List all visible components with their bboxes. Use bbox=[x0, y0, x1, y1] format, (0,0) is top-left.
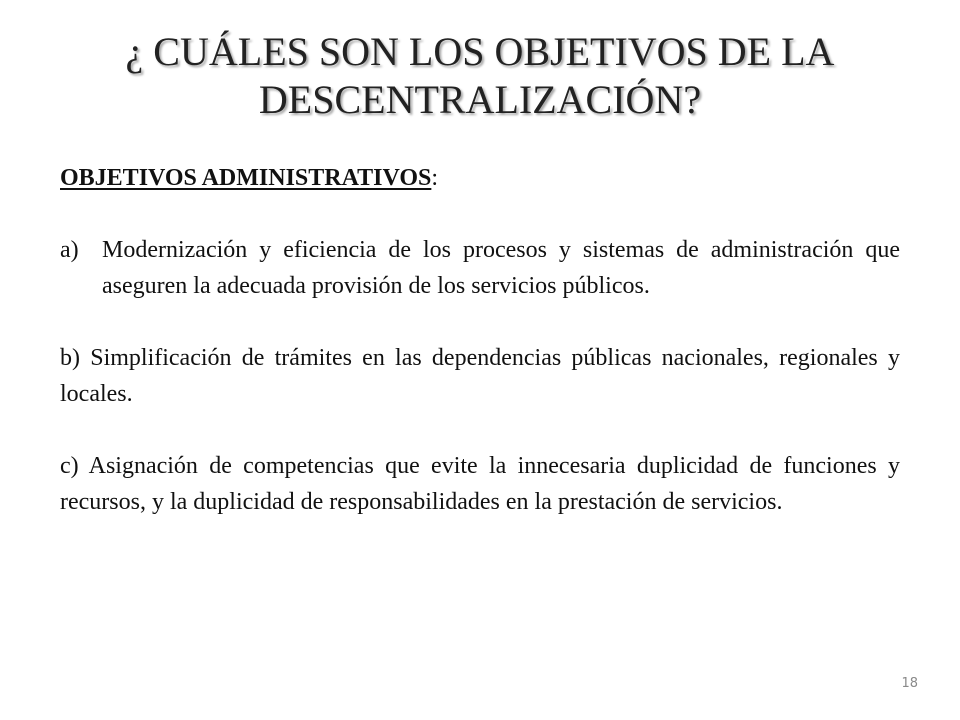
objective-item-b: b) Simplificación de trámites en las dependencias públicas nacionales, regionales y locales. bbox=[60, 345, 900, 407]
objective-item-a bbox=[60, 232, 900, 304]
section-heading-colon: : bbox=[431, 165, 439, 191]
slide-title bbox=[40, 28, 920, 124]
objective-item-a-marker: a) bbox=[60, 237, 79, 263]
objective-item-c: c) Asignación de competencias que evite la innecesaria duplicidad de funciones y recursos, y la duplicidad de responsabilidades en la prestación de servicios. bbox=[60, 453, 900, 515]
page-number: 18 bbox=[901, 676, 918, 691]
slide-title-line-2: DESCENTRALIZACIÓN? bbox=[258, 77, 702, 122]
slide-title-line-1: ¿ CUÁLES SON LOS OBJETIVOS DE LA bbox=[125, 29, 835, 74]
section-heading bbox=[60, 160, 900, 196]
slide-content bbox=[60, 160, 900, 556]
section-heading-text: OBJETIVOS ADMINISTRATIVOS bbox=[60, 165, 432, 191]
objective-item-a-text: Modernización y eficiencia de los procesos y sistemas de administración que aseguren la adecuada provisión de los servicios públicos. bbox=[102, 237, 900, 299]
